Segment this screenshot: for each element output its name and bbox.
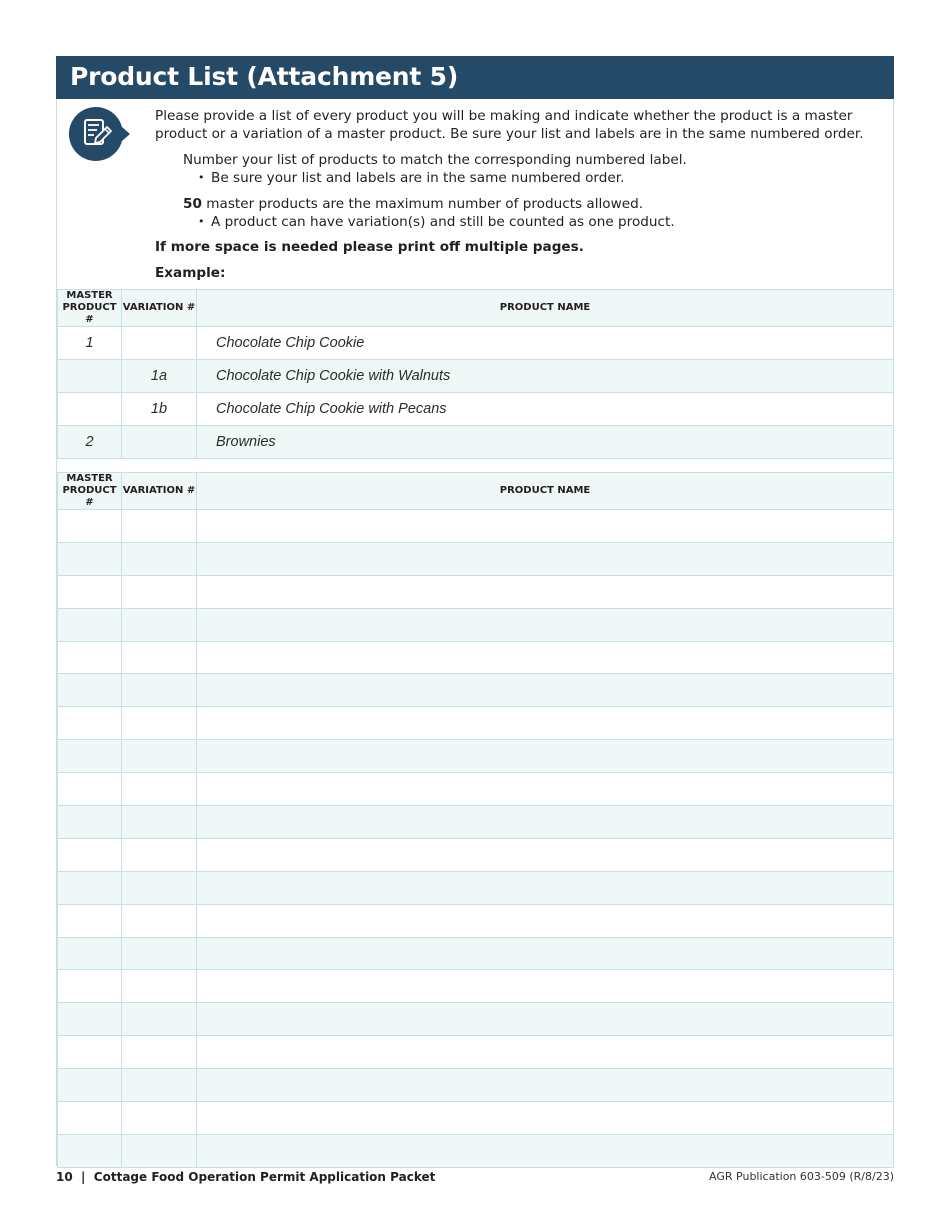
- master-product-input[interactable]: [58, 904, 122, 937]
- master-product-input[interactable]: [58, 871, 122, 904]
- product-name-cell: Brownies: [197, 425, 894, 458]
- variation-cell: 1a: [122, 359, 197, 392]
- master-product-input[interactable]: [58, 970, 122, 1003]
- product-name-input[interactable]: [197, 1003, 894, 1036]
- max-text: master products are the maximum number of products allowed.: [201, 196, 644, 212]
- product-name-input[interactable]: [197, 707, 894, 740]
- max-products-instruction: [183, 195, 885, 213]
- master-product-cell: 1: [58, 327, 122, 360]
- master-product-input[interactable]: [58, 1003, 122, 1036]
- product-list-table: [57, 472, 894, 1168]
- master-product-input[interactable]: [58, 510, 122, 543]
- variation-input[interactable]: [122, 937, 197, 970]
- product-name-input[interactable]: [197, 575, 894, 608]
- header-product-name: PRODUCT NAME: [197, 290, 894, 327]
- master-product-input[interactable]: [58, 575, 122, 608]
- blank-product-row: [58, 740, 894, 773]
- header-master-line1: MASTER: [66, 473, 113, 484]
- variation-input[interactable]: [122, 1134, 197, 1167]
- variation-input[interactable]: [122, 1069, 197, 1102]
- product-name-input[interactable]: [197, 1102, 894, 1135]
- variation-input[interactable]: [122, 1003, 197, 1036]
- example-row: [58, 359, 894, 392]
- variation-cell: [122, 425, 197, 458]
- blank-product-row: [58, 970, 894, 1003]
- page-title: Product List (Attachment 5): [70, 62, 459, 91]
- master-product-input[interactable]: [58, 773, 122, 806]
- blank-product-row: [58, 838, 894, 871]
- variation-input[interactable]: [122, 707, 197, 740]
- header-master-product: [58, 290, 122, 327]
- blank-product-row: [58, 510, 894, 543]
- blank-product-row: [58, 1003, 894, 1036]
- master-product-input[interactable]: [58, 1069, 122, 1102]
- blank-product-row: [58, 904, 894, 937]
- master-product-input[interactable]: [58, 806, 122, 839]
- example-row: [58, 425, 894, 458]
- master-product-cell: 2: [58, 425, 122, 458]
- product-name-cell: Chocolate Chip Cookie with Walnuts: [197, 359, 894, 392]
- variation-input[interactable]: [122, 575, 197, 608]
- header-master-product: [58, 473, 122, 510]
- product-name-input[interactable]: [197, 937, 894, 970]
- variation-input[interactable]: [122, 641, 197, 674]
- variation-input[interactable]: [122, 838, 197, 871]
- variation-input[interactable]: [122, 674, 197, 707]
- product-name-input[interactable]: [197, 542, 894, 575]
- intro-line-1: Please provide a list of every product you will be making and indicate whether the product is a master: [155, 108, 853, 124]
- product-name-input[interactable]: [197, 871, 894, 904]
- numbering-instruction: Number your list of products to match the corresponding numbered label.: [183, 152, 687, 168]
- header-variation: VARIATION #: [122, 473, 197, 510]
- product-name-cell: Chocolate Chip Cookie: [197, 327, 894, 360]
- product-name-input[interactable]: [197, 1036, 894, 1069]
- blank-product-row: [58, 937, 894, 970]
- product-name-input[interactable]: [197, 674, 894, 707]
- product-name-input[interactable]: [197, 608, 894, 641]
- variation-input[interactable]: [122, 740, 197, 773]
- document-pencil-icon: [66, 105, 132, 163]
- product-name-input[interactable]: [197, 1134, 894, 1167]
- blank-product-row: [58, 641, 894, 674]
- variation-input[interactable]: [122, 608, 197, 641]
- master-product-input[interactable]: [58, 674, 122, 707]
- product-name-input[interactable]: [197, 806, 894, 839]
- variation-cell: [122, 327, 197, 360]
- blank-product-row: [58, 608, 894, 641]
- product-name-input[interactable]: [197, 641, 894, 674]
- master-product-cell: [58, 392, 122, 425]
- variation-input[interactable]: [122, 806, 197, 839]
- master-product-cell: [58, 359, 122, 392]
- blank-product-row: [58, 1134, 894, 1167]
- variation-input[interactable]: [122, 510, 197, 543]
- product-name-input[interactable]: [197, 838, 894, 871]
- title-bar: [56, 56, 894, 99]
- product-name-cell: Chocolate Chip Cookie with Pecans: [197, 392, 894, 425]
- product-name-input[interactable]: [197, 740, 894, 773]
- footer-publication: AGR Publication 603-509 (R/8/23): [709, 1170, 894, 1183]
- variation-bullet: • A product can have variation(s) and still be counted as one product.: [198, 213, 885, 231]
- product-name-input[interactable]: [197, 1069, 894, 1102]
- max-number: 50: [183, 196, 202, 212]
- blank-product-row: [58, 1036, 894, 1069]
- product-name-input[interactable]: [197, 904, 894, 937]
- example-row: [58, 327, 894, 360]
- variation-input[interactable]: [122, 871, 197, 904]
- master-product-input[interactable]: [58, 608, 122, 641]
- blank-product-row: [58, 707, 894, 740]
- example-row: [58, 392, 894, 425]
- numbering-bullet: • Be sure your list and labels are in the same numbered order.: [198, 169, 885, 187]
- master-product-input[interactable]: [58, 1036, 122, 1069]
- header-master-line1: MASTER: [66, 290, 113, 301]
- footer-page-info: 10 | Cottage Food Operation Permit Application Packet: [56, 1170, 436, 1184]
- variation-input[interactable]: [122, 1102, 197, 1135]
- blank-product-row: [58, 1069, 894, 1102]
- more-space-note: If more space is needed please print off multiple pages.: [155, 239, 584, 255]
- master-product-input[interactable]: [58, 1134, 122, 1167]
- variation-input[interactable]: [122, 542, 197, 575]
- example-table: [57, 289, 894, 459]
- master-product-input[interactable]: [58, 641, 122, 674]
- master-product-input[interactable]: [58, 937, 122, 970]
- master-product-input[interactable]: [58, 707, 122, 740]
- header-product-name: PRODUCT NAME: [197, 473, 894, 510]
- product-name-input[interactable]: [197, 773, 894, 806]
- variation-input[interactable]: [122, 773, 197, 806]
- master-product-input[interactable]: [58, 542, 122, 575]
- intro-line-2: product or a variation of a master product. Be sure your list and labels are in the same numbered order.: [155, 126, 864, 142]
- blank-product-row: [58, 806, 894, 839]
- blank-product-row: [58, 674, 894, 707]
- header-master-line2: PRODUCT #: [62, 302, 117, 325]
- instructions: [155, 107, 885, 282]
- variation-input[interactable]: [122, 904, 197, 937]
- header-variation: VARIATION #: [122, 290, 197, 327]
- header-master-line2: PRODUCT #: [62, 485, 117, 508]
- variation-input[interactable]: [122, 1036, 197, 1069]
- blank-product-row: [58, 871, 894, 904]
- variation-input[interactable]: [122, 970, 197, 1003]
- variation-cell: 1b: [122, 392, 197, 425]
- blank-product-row: [58, 575, 894, 608]
- blank-product-row: [58, 1102, 894, 1135]
- product-name-input[interactable]: [197, 510, 894, 543]
- master-product-input[interactable]: [58, 1102, 122, 1135]
- example-label: Example:: [155, 265, 226, 281]
- product-name-input[interactable]: [197, 970, 894, 1003]
- blank-product-row: [58, 542, 894, 575]
- blank-product-row: [58, 773, 894, 806]
- master-product-input[interactable]: [58, 740, 122, 773]
- master-product-input[interactable]: [58, 838, 122, 871]
